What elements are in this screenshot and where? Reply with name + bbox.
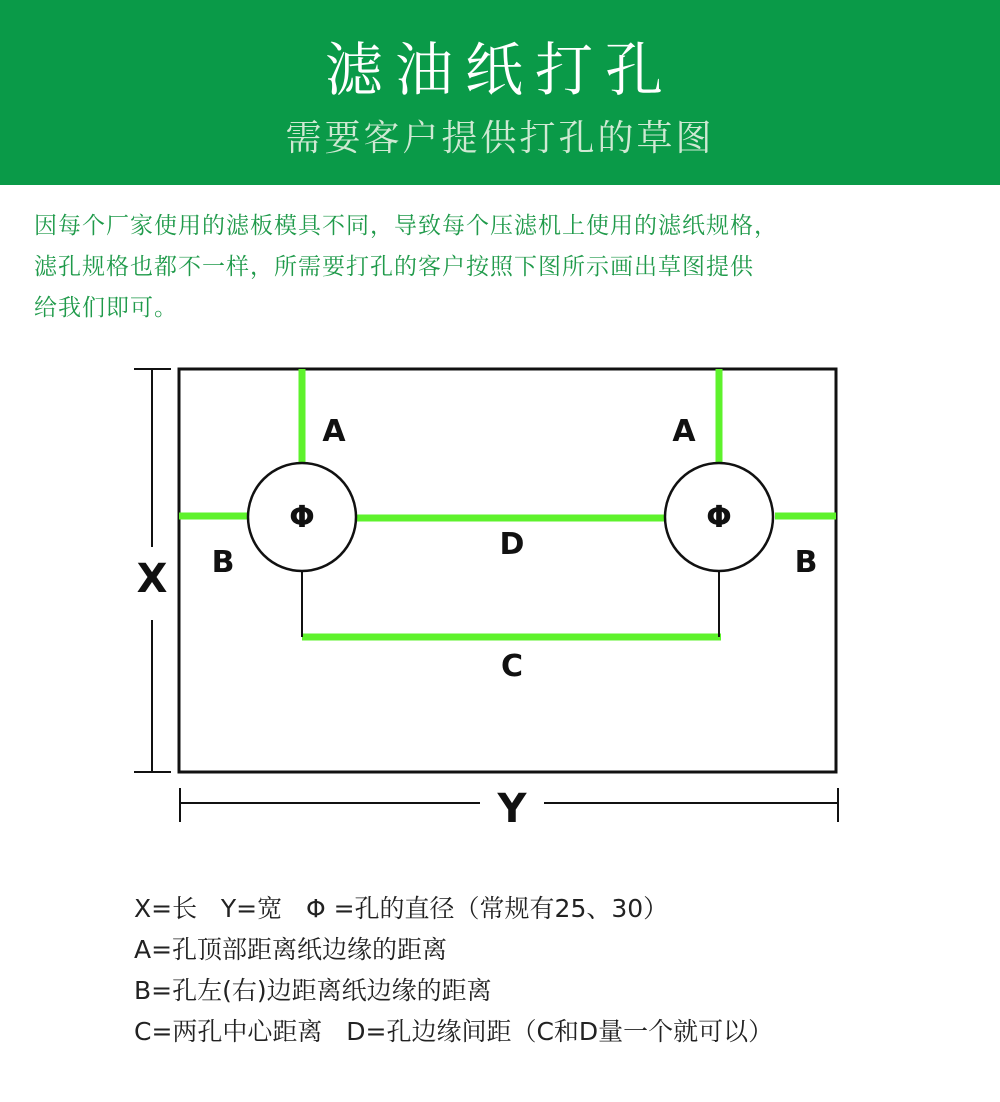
label-b-left: B (211, 545, 235, 580)
filter-paper-outline (179, 369, 836, 772)
label-phi-right: Φ (706, 500, 732, 535)
label-x: X (136, 556, 168, 602)
header-banner (0, 0, 1000, 185)
label-d: D (499, 527, 525, 562)
page-subtitle: 需要客户提供打孔的草图 (285, 118, 715, 159)
legend-line: A=孔顶部距离纸边缘的距离 (134, 935, 448, 964)
intro-line: 滤孔规格也都不一样，所需要打孔的客户按照下图所示画出草图提供 (34, 254, 754, 280)
legend-line: X=长 Y=宽 Φ =孔的直径（常规有25、30） (134, 894, 669, 923)
legend-line: C=两孔中心距离 D=孔边缘间距（C和D量一个就可以） (134, 1017, 774, 1046)
hole-diagram (0, 340, 1000, 860)
label-y: Y (497, 786, 527, 832)
label-phi-left: Φ (289, 500, 315, 535)
label-c: C (500, 649, 524, 684)
page-title: 滤油纸打孔 (324, 36, 675, 104)
intro-line: 给我们即可。 (34, 295, 178, 321)
legend (134, 888, 974, 1052)
legend-line: B=孔左(右)边距离纸边缘的距离 (134, 976, 492, 1005)
label-a-right: A (672, 414, 696, 449)
label-a-left: A (322, 414, 346, 449)
intro-text (34, 206, 984, 329)
intro-line: 因每个厂家使用的滤板模具不同，导致每个压滤机上使用的滤纸规格， (34, 213, 778, 239)
label-b-right: B (794, 545, 818, 580)
